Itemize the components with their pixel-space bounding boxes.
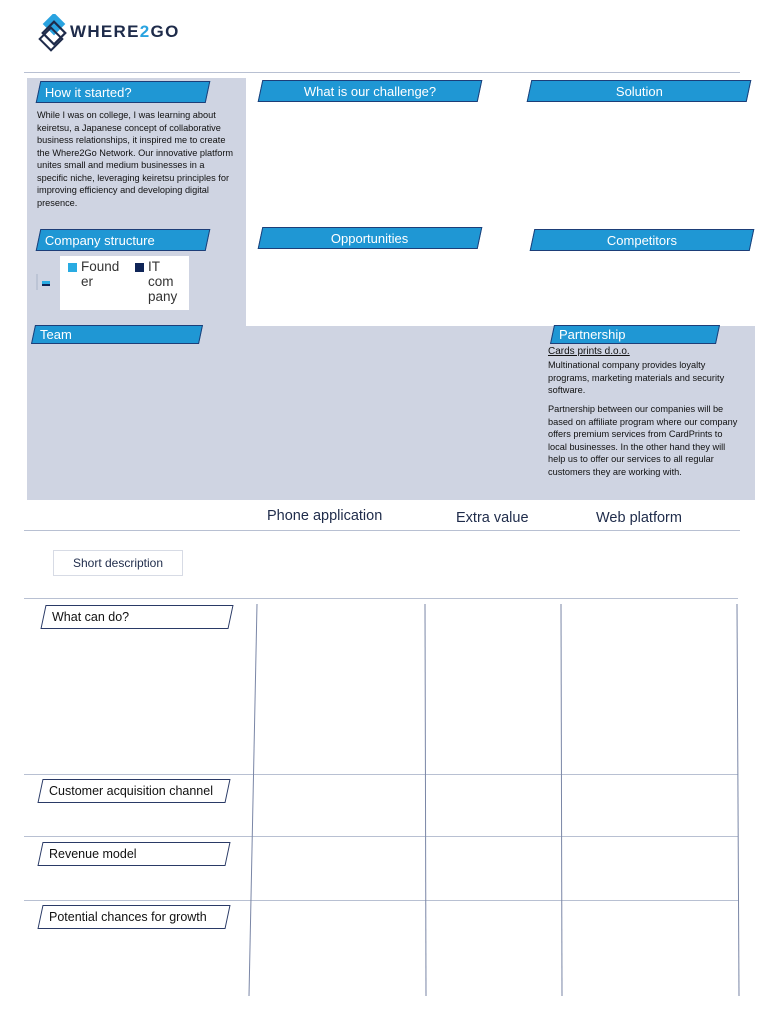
solution-header: Solution — [527, 80, 752, 102]
row-customer-acquisition-channel: Customer acquisition channel — [37, 779, 230, 803]
logo-text: WHERE2GO — [70, 22, 180, 41]
company-structure-header: Company structure — [36, 229, 211, 251]
legend-swatch-it-company — [135, 263, 144, 272]
company-structure-pie-chart — [32, 268, 58, 294]
partnership-header: Partnership — [550, 325, 720, 344]
column-extra-value: Extra value — [456, 510, 529, 526]
partnership-description: Multinational company provides loyalty programs, marketing materials and security software. — [548, 360, 725, 395]
partner-name-link[interactable]: Cards prints d.o.o. — [548, 346, 630, 357]
partnership-details: Partnership between our companies will be based on affiliate program where our company offers premium services from CardPrints to local businesses. In the other hand they will help us to offer our services to all regular customers they are working with. — [548, 404, 738, 477]
column-phone-application: Phone application — [267, 508, 383, 524]
how-it-started-body: While I was on college, I was learning about keiretsu, a Japanese concept of collaborative business relationships, it inspired me to create the Where2Go Network. Our innovative platform unites small and medium businesses in a specific niche, leveraging keiretsu principles for improving efficiency and developing digital presence. — [37, 110, 234, 208]
legend-label-it-company: IT com pany — [148, 259, 178, 304]
team-header: Team — [31, 325, 203, 344]
row-potential-growth: Potential chances for growth — [37, 905, 230, 929]
challenge-header: What is our challenge? — [258, 80, 483, 102]
competitors-header: Competitors — [530, 229, 755, 251]
row-revenue-model: Revenue model — [37, 842, 230, 866]
column-web-platform: Web platform — [596, 510, 682, 526]
header-divider — [24, 72, 740, 73]
short-description-box: Short description — [53, 550, 183, 576]
legend-swatch-founder — [68, 263, 77, 272]
opportunities-header: Opportunities — [258, 227, 483, 249]
grid-top-line — [24, 598, 738, 599]
how-it-started-header: How it started? — [36, 81, 211, 103]
row-what-can-do: What can do? — [40, 605, 233, 629]
column-divider — [24, 530, 740, 531]
pie-slice-founder — [42, 281, 50, 284]
chart-legend — [60, 256, 189, 310]
pie-slice-it-company — [42, 284, 50, 286]
legend-label-founder: Found er — [81, 259, 120, 289]
